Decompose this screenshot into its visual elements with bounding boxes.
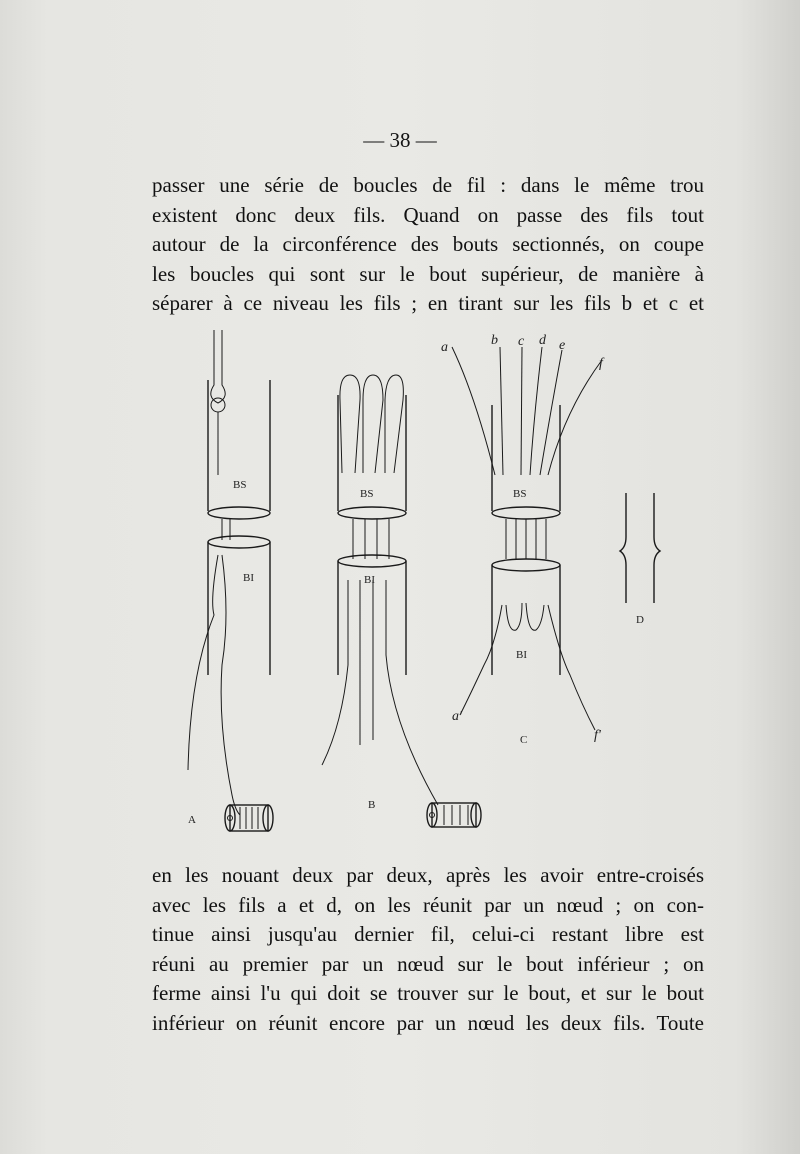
text-line: réuni au premier par un nœud sur le bout inférieur ; on	[152, 951, 704, 976]
text-line: tinue ainsi jusqu'au dernier fil, celui-ci restant libre est	[152, 922, 704, 946]
label-thread-d: d	[539, 333, 546, 348]
label-panel-d: D	[636, 614, 644, 626]
text-line: séparer à ce niveau les fils ; en tirant sur les fils b et c et	[152, 291, 704, 315]
paragraph-bottom	[152, 861, 704, 1038]
label-thread-f-prime: f'	[594, 728, 601, 743]
suture-illustration	[170, 325, 690, 845]
label-bs-a: BS	[233, 479, 247, 491]
text-line: inférieur on réunit encore par un nœud les deux fils. Toute	[152, 1010, 704, 1035]
page-number: — 38 —	[363, 128, 437, 152]
text-line: existent donc deux fils. Quand on passe des fils tout	[152, 202, 704, 227]
text-line: en les nouant deux par deux, après les avoir entre-croisés	[152, 863, 704, 887]
label-thread-c: c	[518, 334, 525, 349]
panel-a-drawing	[188, 330, 273, 831]
label-bi-a: BI	[243, 572, 254, 584]
label-panel-a: A	[188, 814, 196, 826]
label-panel-c: C	[520, 734, 528, 746]
label-panel-b: B	[368, 799, 376, 811]
label-bi-c: BI	[516, 649, 527, 661]
label-bs-c: BS	[513, 488, 527, 500]
label-bi-b: BI	[364, 574, 375, 586]
text-line: avec les fils a et d, on les réunit par un nœud ; on con-	[152, 892, 704, 917]
text-line: les boucles qui sont sur le bout supérieur, de manière à	[152, 261, 704, 286]
label-thread-f: f	[599, 356, 603, 371]
text-line: autour de la circonférence des bouts sectionnés, on coupe	[152, 232, 704, 256]
paragraph-top	[152, 171, 704, 319]
text-line: ferme ainsi l'u qui doit se trouver sur le bout, et sur le bout	[152, 981, 704, 1005]
panel-c-drawing	[452, 347, 602, 730]
panel-d-drawing	[620, 493, 660, 603]
label-thread-b: b	[491, 333, 498, 348]
label-thread-a-prime: a'	[452, 709, 462, 724]
text-line: passer une série de boucles de fil : dans le même trou	[152, 173, 704, 197]
panel-b-drawing	[322, 375, 481, 827]
label-thread-a: a	[441, 340, 448, 355]
label-thread-e: e	[559, 338, 566, 353]
label-bs-b: BS	[360, 488, 374, 500]
